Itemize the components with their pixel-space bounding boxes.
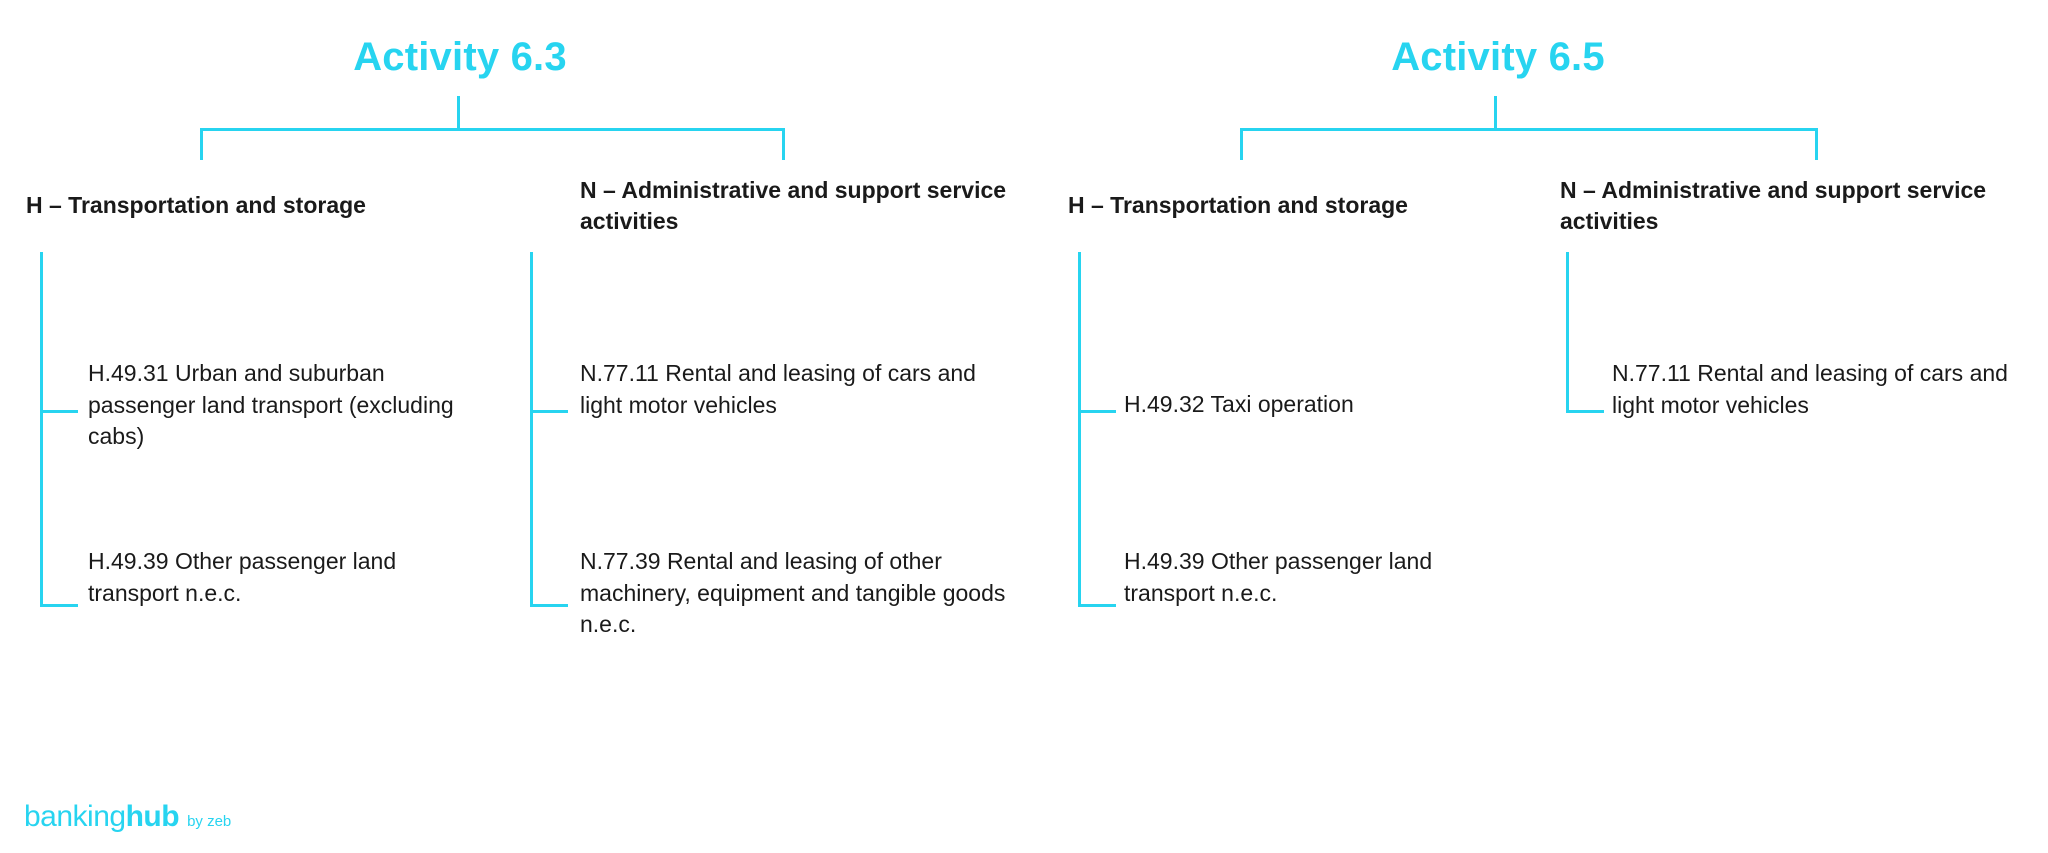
tick-n-63-2 [530, 604, 568, 607]
tick-h-63-2 [40, 604, 78, 607]
column-heading-h-65: H – Transportation and storage [1068, 192, 1408, 218]
leaf-item: H.49.32 Taxi operation [1124, 391, 1354, 417]
leaf-item: H.49.39 Other passenger land transport n.e.c. [88, 548, 397, 606]
tick-n-65-1 [1566, 410, 1604, 413]
leaf-item: H.49.39 Other passenger land transport n.e.c. [1124, 548, 1433, 606]
leaf-item: N.77.39 Rental and leasing of other machinery, equipment and tangible goods n.e.c. [580, 548, 1006, 638]
activity-6-5-title: Activity 6.5 [1391, 35, 1605, 79]
bracket-stem-63 [457, 96, 460, 130]
spine-h-63 [40, 252, 43, 607]
bracket-drop-left-63 [200, 128, 203, 160]
leaf-item: N.77.11 Rental and leasing of cars and light motor vehicles [580, 360, 976, 418]
tick-h-63-1 [40, 410, 78, 413]
logo-text-hub: hub [125, 800, 180, 833]
tick-h-65-2 [1078, 604, 1116, 607]
spine-n-63 [530, 252, 533, 607]
bracket-top-horizontal-63 [200, 128, 785, 131]
bracket-stem-65 [1494, 96, 1497, 130]
column-heading-n-65: N – Administrative and support service activities [1560, 177, 1987, 235]
logo-text-by-zeb: by zeb [187, 813, 232, 830]
bracket-drop-left-65 [1240, 128, 1243, 160]
spine-h-65 [1078, 252, 1081, 607]
bracket-top-horizontal-65 [1240, 128, 1818, 131]
tick-h-65-1 [1078, 410, 1116, 413]
bankinghub-logo [24, 800, 231, 834]
bracket-drop-right-63 [782, 128, 785, 160]
tick-n-63-1 [530, 410, 568, 413]
spine-n-65 [1566, 252, 1569, 412]
leaf-item: H.49.31 Urban and suburban passenger land transport (excluding cabs) [88, 360, 454, 450]
column-heading-h-63: H – Transportation and storage [26, 192, 366, 218]
leaf-item: N.77.11 Rental and leasing of cars and light motor vehicles [1612, 360, 2008, 418]
activity-6-3-title: Activity 6.3 [353, 35, 567, 79]
bracket-drop-right-65 [1815, 128, 1818, 160]
column-heading-n-63: N – Administrative and support service activities [580, 177, 1007, 235]
logo-text-banking: banking [24, 800, 126, 833]
